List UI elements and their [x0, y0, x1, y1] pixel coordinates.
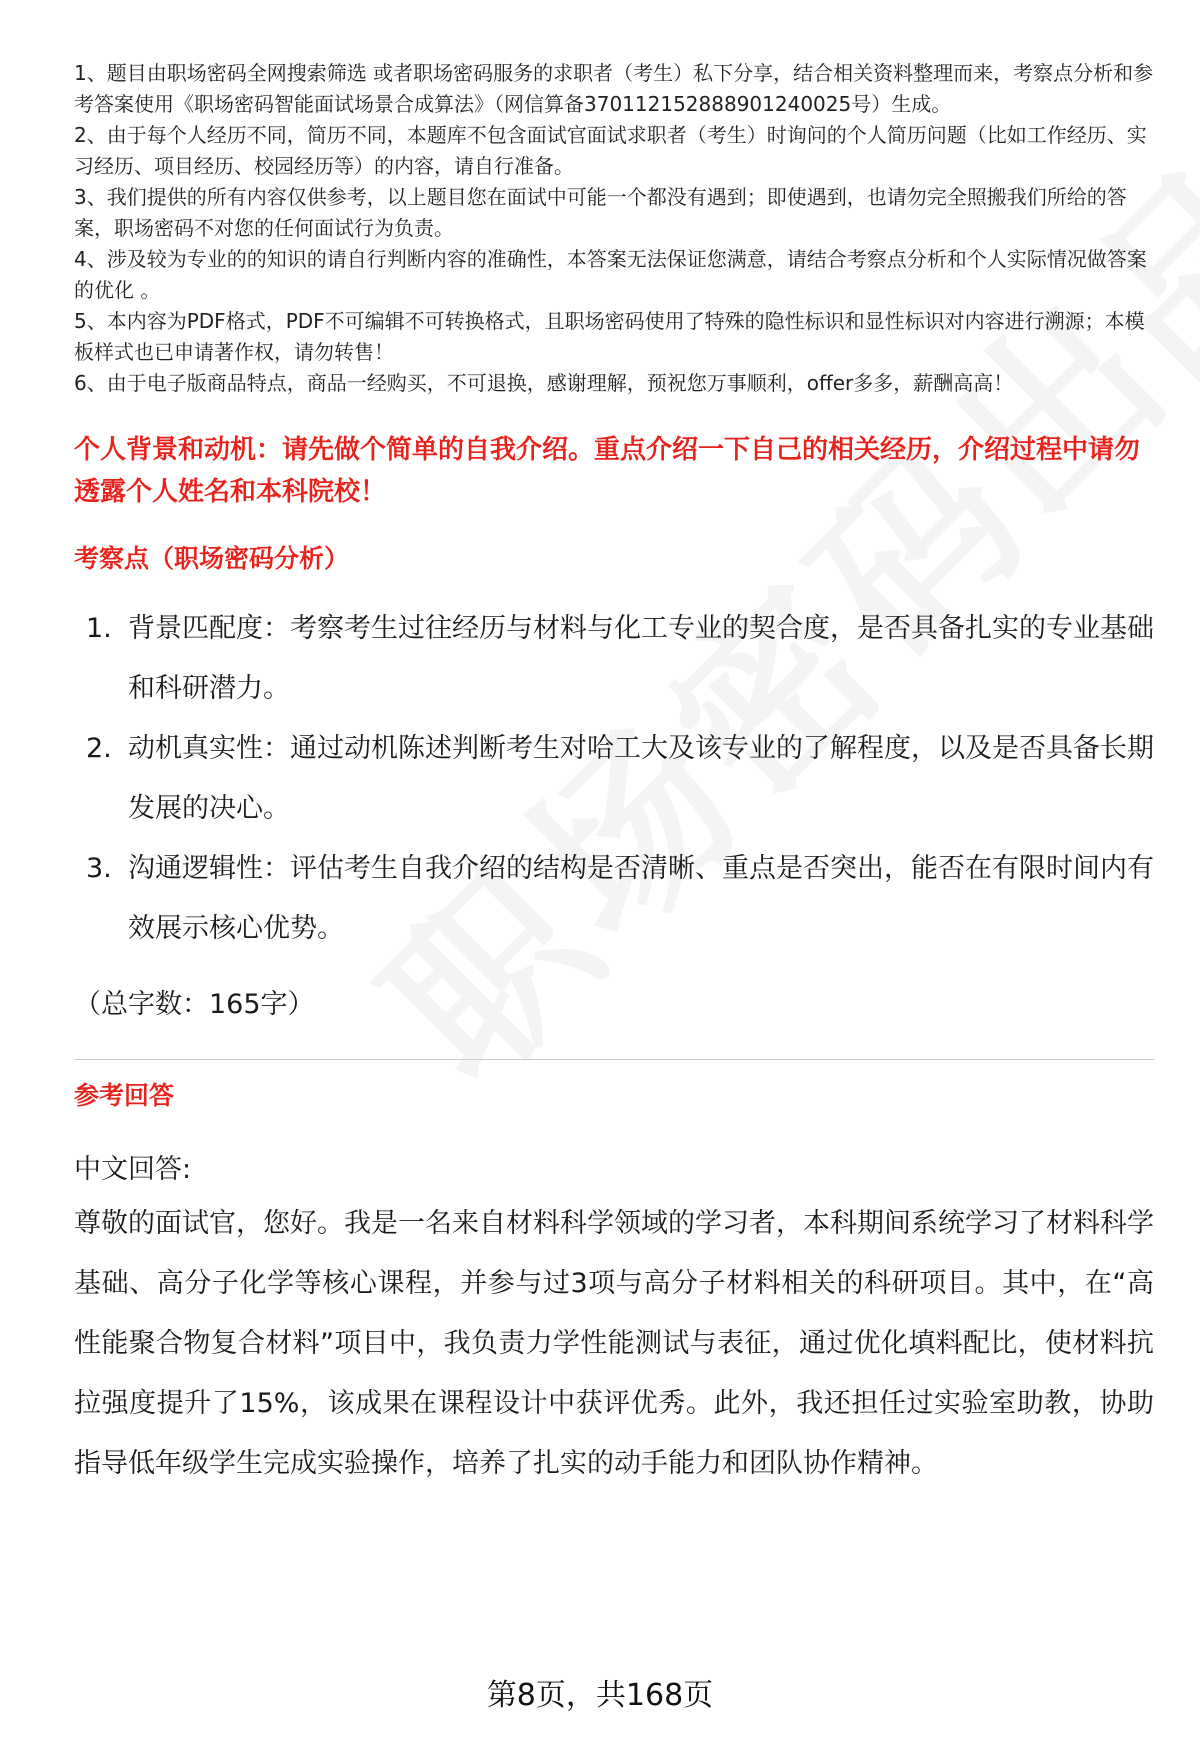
page-footer: 第8页，共168页 — [486, 1678, 714, 1713]
notice-item: 6、由于电子版商品特点，商品一经购买，不可退换，感谢理解，预祝您万事顺利，offer多多，薪酬高高！ — [74, 371, 1014, 395]
notice-item: 4、涉及较为专业的的知识的请自行判断内容的准确性，本答案无法保证您满意，请结合考察点分析和个人实际情况做答案的优化 。 — [74, 247, 1147, 302]
analysis-point — [74, 839, 1154, 959]
answer-title: 参考回答 — [74, 1081, 175, 1110]
notice-item: 1、题目由职场密码全网搜索筛选 或者职场密码服务的求职者（考生）私下分享，结合相关资料整理而来，考察点分析和参考答案使用《职场密码智能面试场景合成算法》（网信算备370112152888901240025号）生成。 — [74, 61, 1154, 116]
point-text: 动机真实性：通过动机陈述判断考生对哈工大及该专业的了解程度，以及是否具备长期发展的决心。 — [128, 733, 1154, 824]
notice-list — [74, 58, 1154, 399]
answer-subtitle: 中文回答: — [74, 1154, 192, 1185]
analysis-point — [74, 599, 1154, 719]
question-heading: 个人背景和动机：请先做个简单的自我介绍。重点介绍一下自己的相关经历，介绍过程中请勿透露个人姓名和本科院校！ — [74, 435, 1141, 507]
document-page — [74, 58, 1154, 1494]
answer-body: 尊敬的面试官，您好。我是一名来自材料科学领域的学习者，本科期间系统学习了材料科学基础、高分子化学等核心课程，并参与过3项与高分子材料相关的科研项目。其中，在“高性能聚合物复合材料”项目中，我负责力学性能测试与表征，通过优化填料配比，使材料抗拉强度提升了15%，该成果在课程设计中获评优秀。此外，我还担任过实验室助教，协助指导低年级学生完成实验操作，培养了扎实的动手能力和团队协作精神。 — [74, 1208, 1154, 1479]
notice-item: 2、由于每个人经历不同，简历不同，本题库不包含面试官面试求职者（考生）时询问的个人简历问题（比如工作经历、实习经历、项目经历、校园经历等）的内容，请自行准备。 — [74, 123, 1147, 178]
point-text: 沟通逻辑性：评估考生自我介绍的结构是否清晰、重点是否突出，能否在有限时间内有效展示核心优势。 — [128, 853, 1154, 944]
notice-item: 3、我们提供的所有内容仅供参考，以上题目您在面试中可能一个都没有遇到；即使遇到，也请勿完全照搬我们所给的答案，职场密码不对您的任何面试行为负责。 — [74, 185, 1127, 240]
notice-item: 5、本内容为PDF格式，PDF不可编辑不可转换格式，且职场密码使用了特殊的隐性标识和显性标识对内容进行溯源；本模板样式也已申请著作权，请勿转售！ — [74, 309, 1145, 364]
point-number: 2. — [86, 733, 112, 764]
point-number: 3. — [86, 853, 112, 884]
point-text: 背景匹配度：考察考生过往经历与材料与化工专业的契合度，是否具备扎实的专业基础和科研潜力。 — [128, 613, 1154, 704]
analysis-title: 考察点（职场密码分析） — [74, 544, 350, 573]
word-count: （总字数：165字） — [74, 989, 315, 1020]
analysis-points — [74, 599, 1154, 959]
analysis-point — [74, 719, 1154, 839]
point-number: 1. — [86, 613, 112, 644]
divider — [74, 1059, 1154, 1060]
